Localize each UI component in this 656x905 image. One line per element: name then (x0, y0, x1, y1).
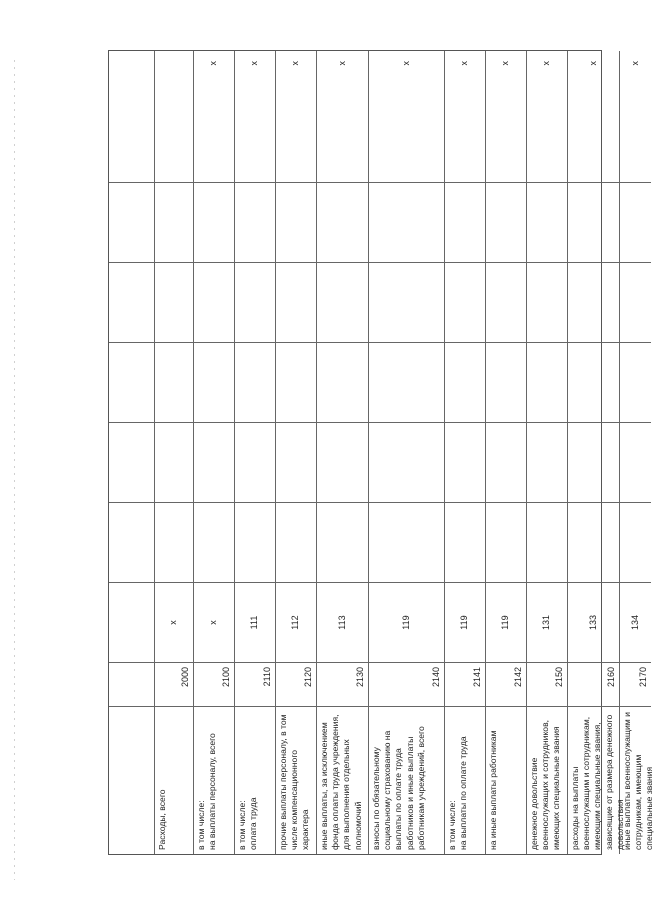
empty-value-cell (109, 262, 155, 342)
empty-value-cell (527, 262, 568, 342)
kosgu-code-cell: 111 (235, 582, 276, 662)
row-code-cell: 2170 (620, 662, 651, 706)
empty-value-cell (486, 422, 527, 502)
empty-value-cell (109, 342, 155, 422)
kosgu-code-cell: 112 (276, 582, 317, 662)
row-name-cell: денежное довольствие военнослужащих и сотрудников, имеющих специальные звания (527, 706, 568, 854)
scan-edge-mark (14, 60, 15, 880)
kosgu-code-cell: x (194, 582, 235, 662)
empty-value-cell (276, 262, 317, 342)
empty-value-cell (486, 182, 527, 262)
kosgu-code-cell: 134 (620, 582, 651, 662)
row-name-cell: на иные выплаты работникам (486, 706, 527, 854)
empty-value-cell (235, 342, 276, 422)
empty-value-cell (486, 342, 527, 422)
empty-value-cell (369, 262, 445, 342)
x-mark-cell: x (629, 61, 640, 66)
empty-value-cell (276, 422, 317, 502)
empty-value-cell (155, 262, 194, 342)
empty-value-cell (317, 262, 369, 342)
empty-value-cell (445, 262, 486, 342)
empty-value-cell (194, 422, 235, 502)
row-name-cell: в том числе: на выплаты персоналу, всего (194, 706, 235, 854)
row-code-cell: 2141 (445, 662, 486, 706)
row-name-cell: иные выплаты военнослужащим и сотрудникам, имеющим специальные звания (620, 706, 651, 854)
empty-value-cell (568, 182, 620, 262)
empty-value-cell (568, 342, 620, 422)
empty-value-cell (155, 502, 194, 582)
empty-value-cell (527, 182, 568, 262)
empty-value-cell (620, 422, 651, 502)
empty-value-cell (235, 502, 276, 582)
empty-value-cell (445, 502, 486, 582)
kosgu-code-cell: 133 (568, 582, 620, 662)
row-code-cell: 2140 (369, 662, 445, 706)
row-code-cell: 2130 (317, 662, 369, 706)
kosgu-code-cell (109, 582, 155, 662)
empty-value-cell (445, 182, 486, 262)
expenses-table (108, 50, 655, 855)
empty-value-cell (486, 502, 527, 582)
x-mark-cell: x (235, 51, 276, 182)
row-code-cell: 2142 (486, 662, 527, 706)
empty-value-cell (109, 422, 155, 502)
kosgu-code-cell: 119 (445, 582, 486, 662)
x-mark-cell: x (445, 51, 486, 182)
x-mark-cell: x (486, 51, 527, 182)
empty-value-cell (194, 502, 235, 582)
row-name-cell: Расходы, всего (155, 706, 194, 854)
x-mark-cell: x (317, 51, 369, 182)
empty-value-cell (527, 342, 568, 422)
row-name-cell (109, 706, 155, 854)
kosgu-code-cell: 119 (369, 582, 445, 662)
row-code-cell: 2150 (527, 662, 568, 706)
row-code-cell: 2120 (276, 662, 317, 706)
row-name-cell: в том числе: на выплаты по оплате труда (445, 706, 486, 854)
empty-value-cell (235, 262, 276, 342)
empty-value-cell (194, 262, 235, 342)
empty-value-cell (317, 422, 369, 502)
empty-value-cell (445, 342, 486, 422)
row-name-cell: в том числе: оплата труда (235, 706, 276, 854)
empty-value-cell (620, 342, 651, 422)
row-name-cell: иные выплаты, за исключением фонда оплаты труда учреждения, для выполнения отдельных полномочий (317, 706, 369, 854)
x-mark-cell (109, 51, 155, 182)
row-code-cell: 2000 (155, 662, 194, 706)
empty-value-cell (155, 422, 194, 502)
empty-value-cell (486, 262, 527, 342)
empty-value-cell (620, 502, 651, 582)
empty-value-cell (620, 262, 651, 342)
empty-value-cell (276, 342, 317, 422)
row-code-cell: 2100 (194, 662, 235, 706)
x-mark-cell: x (369, 51, 445, 182)
x-mark-cell: x (194, 51, 235, 182)
empty-value-cell (317, 182, 369, 262)
row-code-cell (109, 662, 155, 706)
kosgu-code-cell: x (155, 582, 194, 662)
row-name-cell: прочие выплаты персоналу, в том числе компенсационного характера (276, 706, 317, 854)
empty-value-cell (276, 502, 317, 582)
empty-value-cell (235, 182, 276, 262)
kosgu-code-cell: 131 (527, 582, 568, 662)
empty-value-cell (369, 182, 445, 262)
empty-value-cell (155, 342, 194, 422)
kosgu-code-cell: 119 (486, 582, 527, 662)
empty-value-cell (568, 502, 620, 582)
x-mark-cell: x (568, 51, 620, 182)
empty-value-cell (568, 422, 620, 502)
empty-value-cell (194, 342, 235, 422)
x-mark-cell (155, 51, 194, 182)
row-name-cell: расходы на выплаты военнослужащим и сотрудникам, имеющим специальные звания, зависящие от размера денежного довольствия (568, 706, 620, 854)
empty-value-cell (369, 342, 445, 422)
row-code-cell: 2110 (235, 662, 276, 706)
empty-value-cell (317, 342, 369, 422)
empty-value-cell (109, 182, 155, 262)
x-mark-cell: x (276, 51, 317, 182)
empty-value-cell (445, 422, 486, 502)
empty-value-cell (317, 502, 369, 582)
empty-value-cell (568, 262, 620, 342)
empty-value-cell (194, 182, 235, 262)
row-code-cell: 2160 (568, 662, 620, 706)
empty-value-cell (369, 422, 445, 502)
kosgu-code-cell: 113 (317, 582, 369, 662)
empty-value-cell (527, 422, 568, 502)
row-name-cell: взносы по обязательному социальному страхованию на выплаты по оплате труда работников и иные выплаты работникам учреждений, всего (369, 706, 445, 854)
empty-value-cell (155, 182, 194, 262)
empty-value-cell (527, 502, 568, 582)
x-mark-cell: x (527, 51, 568, 182)
document-page (108, 52, 655, 855)
empty-value-cell (620, 182, 651, 262)
empty-value-cell (276, 182, 317, 262)
empty-value-cell (235, 422, 276, 502)
empty-value-cell (369, 502, 445, 582)
empty-value-cell (109, 502, 155, 582)
